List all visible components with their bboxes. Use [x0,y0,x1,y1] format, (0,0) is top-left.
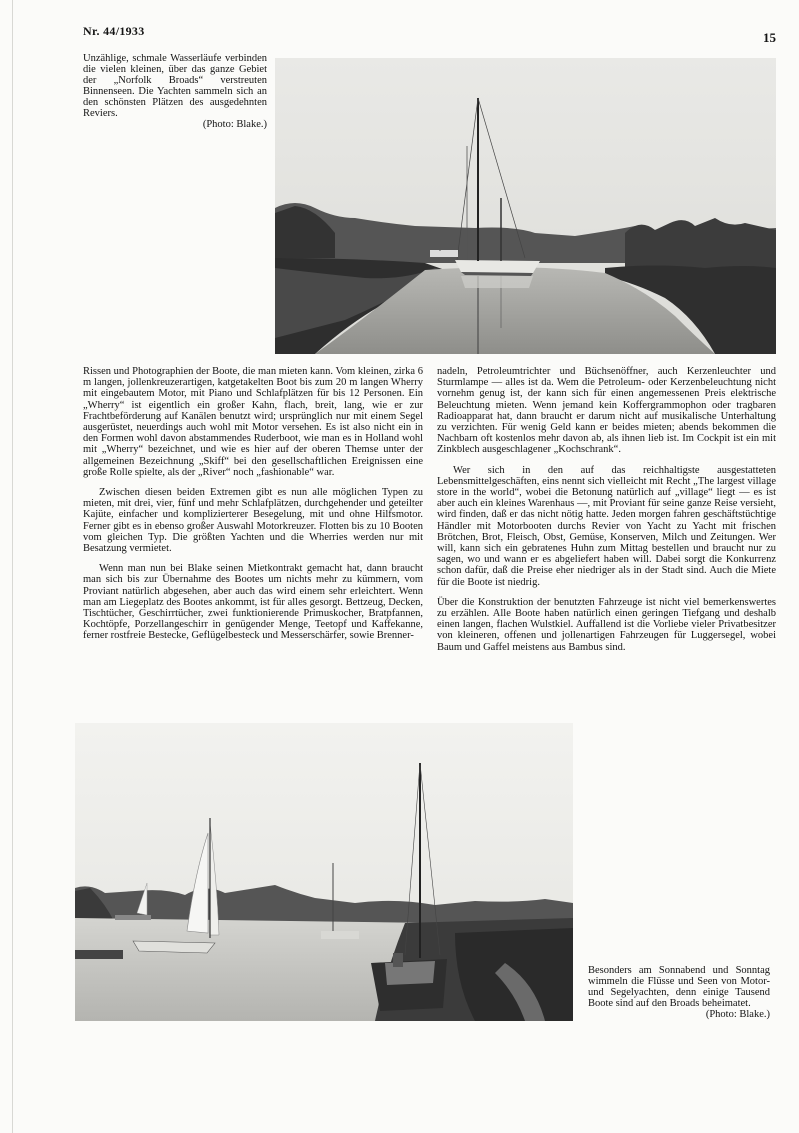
bottom-caption-text: Besonders am Sonnabend und Sonntag wimmeln die Flüsse und Seen von Motor- und Segelyachten, denn einige Tausend Boote sind auf den Broads beheimatet. [588,965,770,1009]
top-caption-text: Unzählige, schmale Wasserläufe verbinden die vielen kleinen, über das ganze Gebiet der „Norfolk Broads“ verstreuten Binnenseen. Die Yachten sammeln sich an den schönsten Plätzen des ausgedehnten Reviers. [83,53,267,119]
paragraph: Wenn man nun bei Blake seinen Mietkontrakt gemacht hat, dann braucht man sich bis zur Übernahme des Bootes um nichts mehr zu kümmern, vom Proviant natürlich abgesehen, aber auch das wird einem sehr erleichtert. Wenn man am Liegeplatz des Bootes ankommt, ist für alles gesorgt. Bettzeug, Decken, Tischtücher, Geschirrtücher, zwei funktionierende Primuskocher, Bratpfannen, Kochtöpfe, Porzellangeschirr in genügender Menge, Teetopf und Kaffekanne, ferner rostfreie Bestecke, Geflügelbesteck und Messerschärfer, sowie Brenner- [83,563,423,642]
bottom-photo-caption [588,965,770,1020]
paragraph: nadeln, Petroleumtrichter und Büchsenöffner, auch Kerzenleuchter und Sturmlampe — alles ist da. Wem die Petroleum- oder Kerzenbeleuchtung nicht vornehm genug ist, der kann sich für einen angemessenen Preis elektrische Beleuchtung mieten. Wenn jemand kein Koffergrammophon oder tragbaren Radioapparat hat, dann braucht er darum nicht auf musikalische Unterhaltung zu verzichten. Für wenig Geld kann er beides mieten; abends bekommen die Nachbarn oft kostenlos mehr davon ab, als ihnen lieb ist. Im Cockpit ist ein mit Zinkblech ausgeschlagener „Kochschrank“. [437,366,776,456]
article-column-left [83,366,423,651]
paragraph: Über die Konstruktion der benutzten Fahrzeuge ist nicht viel bemerkenswertes zu erzählen. Alle Boote haben natürlich einen geringen Tiefgang und deshalb einen langen, flachen Wulstkiel. Auffallend ist die Vorliebe vieler Privatbesitzer von kleineren, offenen und jollenartigen Fahrzeugen für Luggersegel, wobei Baum und Gaffel meistens aus Bambus sind. [437,596,776,653]
issue-number: Nr. 44/1933 [83,24,145,38]
bottom-photo-image [75,723,573,1021]
bottom-photo-sailboats-river [75,723,573,1021]
top-photo-yacht-waterway [275,58,776,354]
top-photo-caption [83,53,267,130]
paragraph: Wer sich in den auf das reichhaltigste ausgestatteten Lebensmittelgeschäften, eins nennt sich vielleicht mit Recht „The largest village store in the world“, wobei die Betonung natürlich auf „village“ liegt — es ist aber auch ein kleines Warenhaus —, mit Proviant für seine ganze Reise versieht, wird finden, daß er das nicht nötig hatte. Jeden morgen fahren geschäftstüchtige Händler mit Motorbooten durchs Revier von Yacht zu Yacht mit frischen Brötchen, Brot, Fleisch, Obst, Gemüse, Konserven, Milch und Zeitungen. Wer will, kann sich ein gebratenes Huhn zum Mittag bestellen und braucht nur zu sagen, wo und wann er es abgeliefert haben will. Dabei sorgt die Konkurrenz schon dafür, daß die Preise eher niedriger als in der Stadt sind. Auch die Miete für die Boote ist niedrig. [437,464,776,588]
paragraph: Rissen und Photographien der Boote, die man mieten kann. Vom kleinen, zirka 6 m langen, jollenkreuzerartigen, katgetakelten Boot bis zum 20 m langen Wherry mit eingebautem Motor, mit Piano und Schlafplätzen für bis 12 Personen. Ein „Wherry“ ist eigentlich ein großer Kahn, flach, breit, lang, wie er zur Frachtbeförderung auf Kanälen benutzt wird; ursprünglich nur mit einem Segel ausgerüstet, neuerdings auch wohl mit Motor versehen. Es ist also nicht ein in den Formen wohl davon abstammendes Ruderboot, wie man es in Holland wohl mit „Wherry“ bezeichnet, und wie es hier auf der oberen Themse unter der allgemeinen Bezeichnung „Skiff“ bei den gesellschaftlichen Ereignissen eine große Rolle spielte, als der „River“ noch „fashionable“ war. [83,366,423,478]
page-edge [12,0,13,1133]
top-photo-image [275,58,776,354]
paragraph: Zwischen diesen beiden Extremen gibt es nun alle möglichen Typen zu mieten, mit drei, vier, fünf und mehr Schlafplätzen, durchgehender und geteilter Kajüte, einfacher und komplizierterer Besegelung, mit und ohne Hilfsmotor. Ferner gibt es in ebenso großer Auswahl Motorkreuzer. Flotten bis zu 10 Booten vom gleichen Typ. Die größten Yachten und die Wherries werden nur mit Besatzung vermietet. [83,487,423,555]
article-column-right [437,366,776,662]
page-number: 15 [763,30,776,45]
bottom-caption-credit: (Photo: Blake.) [705,1009,770,1020]
top-caption-credit: (Photo: Blake.) [202,119,267,130]
